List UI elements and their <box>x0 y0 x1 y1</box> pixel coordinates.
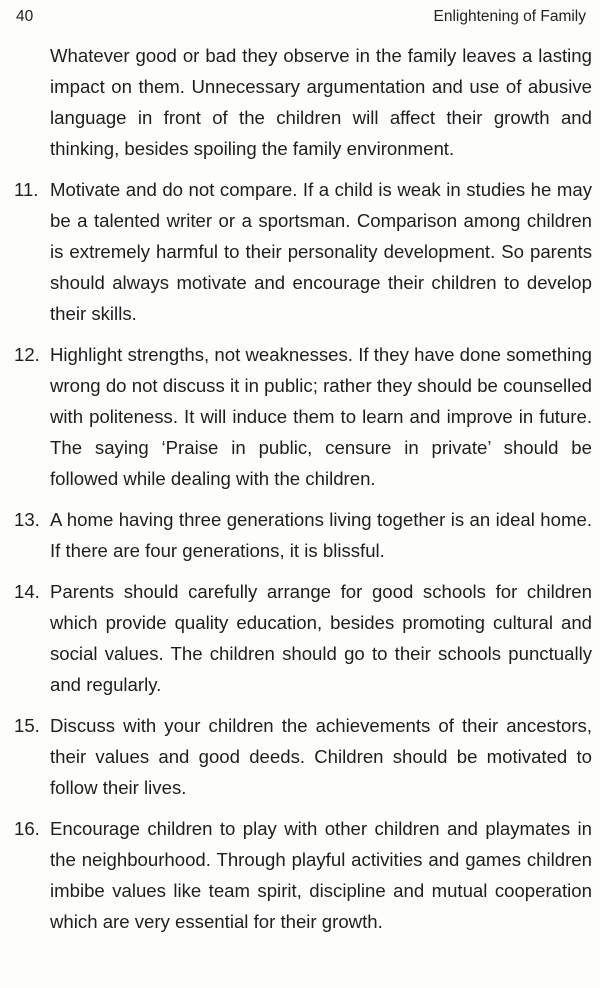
list-item-number: 16. <box>14 818 40 839</box>
body-text <box>0 40 600 947</box>
continuation-paragraph: Whatever good or bad they observe in the family leaves a lasting impact on them. Unnecessary argumentation and use of abusive language in front of the children will affect their growth and thinking, besides spoiling the family environment. <box>50 45 592 159</box>
list-item-text: Highlight strengths, not weaknesses. If they have done something wrong do not discuss it in public; rather they should be counselled with politeness. It will induce them to learn and improve in future. The saying ‘Praise in public, censure in private’ should be followed while dealing with the children. <box>50 344 592 489</box>
list-item <box>0 504 600 566</box>
list-item <box>0 339 600 494</box>
page-number: 40 <box>16 8 34 25</box>
list-item <box>0 710 600 803</box>
list-item-number: 12. <box>14 344 40 365</box>
list-item-text: Parents should carefully arrange for good schools for children which provide quality education, besides promoting cultural and social values. The children should go to their schools punctually and regularly. <box>50 581 592 695</box>
list-item <box>0 174 600 329</box>
list-item-text: Motivate and do not compare. If a child is weak in studies he may be a talented writer or a sportsman. Comparison among children is extremely harmful to their personality development. So parents should always motivate and encourage their children to develop their skills. <box>50 179 592 324</box>
running-title: Enlightening of Family <box>433 8 586 25</box>
list-item-number: 14. <box>14 581 40 602</box>
page-header <box>16 8 586 30</box>
list-item <box>0 576 600 700</box>
list-item-text: A home having three generations living together is an ideal home. If there are four generations, it is blissful. <box>50 509 592 561</box>
list-item-text: Encourage children to play with other children and playmates in the neighbourhood. Through playful activities and games children imbibe values like team spirit, discipline and mutual cooperation which are very essential for their growth. <box>50 818 592 932</box>
list-item <box>0 813 600 937</box>
list-item-text: Discuss with your children the achievements of their ancestors, their values and good deeds. Children should be motivated to follow their lives. <box>50 715 592 798</box>
list-item-number: 11. <box>14 179 39 200</box>
list-item-number: 13. <box>14 509 40 530</box>
list-item-number: 15. <box>14 715 40 736</box>
